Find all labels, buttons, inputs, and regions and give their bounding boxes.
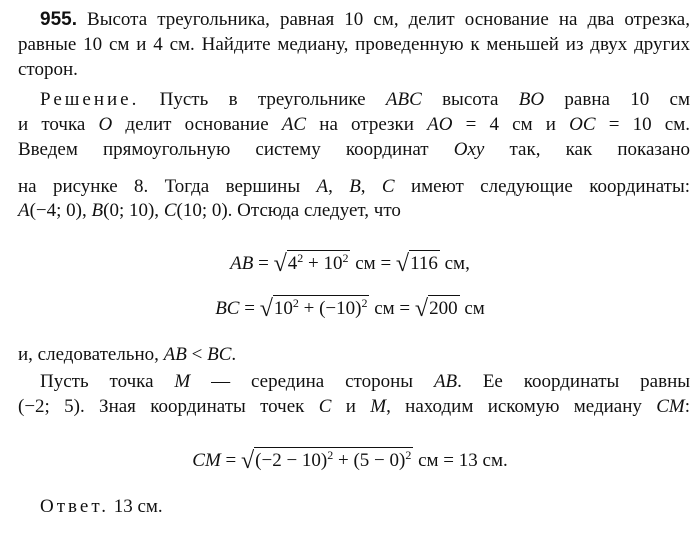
section-label: Ответ.	[40, 496, 109, 517]
problem-line	[18, 59, 690, 81]
math-symbol: A	[316, 176, 329, 197]
section-label: Решение.	[40, 89, 140, 110]
math-symbol: BC	[207, 344, 232, 365]
exponent: 2	[297, 251, 304, 265]
text-segment: . Ее координаты равны	[457, 371, 691, 392]
radical-sign: √	[414, 296, 429, 322]
solution-line	[18, 139, 690, 161]
math-symbol: O	[98, 114, 113, 135]
text-segment: равна 10 см	[544, 89, 690, 110]
text-segment: на отрезки	[306, 114, 428, 135]
math-symbol: A	[18, 200, 30, 221]
unit: см,	[439, 253, 470, 274]
term: + (5 − 0)	[333, 450, 406, 471]
math-symbol: C	[318, 396, 332, 417]
sqrt	[415, 294, 460, 324]
math-symbol: ABC	[385, 89, 422, 110]
unit: см = 13 см.	[413, 450, 508, 471]
term: 4	[287, 253, 298, 274]
math-symbol: B	[349, 176, 361, 197]
text-segment: .	[231, 344, 237, 365]
problem-line	[18, 34, 690, 56]
equals: =	[253, 253, 274, 274]
problem-line	[40, 9, 690, 31]
text-segment: :	[684, 396, 691, 417]
exponent: 2	[327, 448, 334, 462]
radical-sign: √	[240, 448, 255, 474]
problem-number: 955.	[40, 9, 77, 30]
text-segment: Пусть в треугольнике	[139, 89, 386, 110]
math-symbol: C	[381, 176, 395, 197]
text-segment: делит основание	[112, 114, 282, 135]
term: 200	[428, 295, 460, 319]
sqrt	[396, 249, 440, 279]
solution-line	[40, 371, 690, 393]
exponent: 2	[361, 296, 368, 310]
formula-lhs: BC	[215, 298, 240, 319]
formula-ab	[0, 249, 700, 283]
math-symbol: M	[370, 396, 387, 417]
conclusion-line	[18, 344, 690, 366]
math-symbol: OC	[569, 114, 596, 135]
formula-bc	[0, 294, 700, 328]
text-segment: , находим искомую медиану	[386, 396, 657, 417]
text-segment: (10; 0). Отсюда следует, что	[176, 200, 401, 221]
math-symbol: B	[91, 200, 104, 221]
text-segment: Пусть точка	[40, 371, 175, 392]
term: 10	[273, 298, 293, 319]
sqrt	[260, 294, 370, 324]
math-symbol: AC	[281, 114, 307, 135]
term: 116	[409, 250, 440, 274]
math-symbol: BO	[518, 89, 545, 110]
term: (−2 − 10)	[255, 450, 328, 471]
unit: см	[459, 298, 485, 319]
sqrt	[241, 446, 413, 476]
text-segment: 13 см.	[108, 496, 163, 517]
text-segment: высота	[421, 89, 519, 110]
text-segment: (−2; 5). Зная координаты точек	[18, 396, 319, 417]
solution-line	[18, 176, 690, 198]
radical-sign: √	[273, 251, 287, 277]
text-segment: (0; 10),	[103, 200, 164, 221]
solution-line	[18, 396, 690, 418]
math-symbol: M	[174, 371, 191, 392]
text-segment: имеют следующие координаты:	[394, 176, 691, 197]
solution-line	[18, 114, 690, 136]
text-segment: ,	[328, 176, 350, 197]
unit: см =	[350, 253, 396, 274]
text-segment: на рисунке 8. Тогда вершины	[18, 176, 317, 197]
formula-cm	[0, 446, 700, 480]
text-segment: и точка	[18, 114, 99, 135]
solution-line	[18, 200, 690, 222]
math-symbol: AB	[163, 344, 187, 365]
exponent: 2	[342, 251, 349, 265]
math-symbol: Oxy	[453, 139, 485, 160]
formula-lhs: AB	[230, 253, 254, 274]
math-symbol: AO	[427, 114, 453, 135]
equals: =	[220, 450, 241, 471]
answer-line	[40, 496, 690, 518]
text-segment: (−4; 0),	[29, 200, 92, 221]
formula-lhs: CM	[192, 450, 221, 471]
math-symbol: C	[163, 200, 177, 221]
text-segment: Высота треугольника, равная 10 см, делит основание на два отрезка,	[76, 9, 690, 30]
text-segment: сторон.	[18, 59, 78, 80]
exponent: 2	[292, 296, 299, 310]
text-segment: = 4 см и	[452, 114, 570, 135]
sqrt	[274, 249, 351, 279]
solution-line	[40, 89, 690, 111]
term: + 10	[303, 253, 343, 274]
equals: =	[239, 298, 260, 319]
term: + (−10)	[298, 298, 362, 319]
exponent: 2	[405, 448, 412, 462]
text-segment: и	[331, 396, 371, 417]
text-segment: равные 10 см и 4 см. Найдите медиану, проведенную к меньшей из двух других	[18, 34, 690, 55]
radical-sign: √	[259, 296, 273, 322]
text-segment: = 10 см.	[595, 114, 690, 135]
text-segment: Введем прямоугольную систему координат	[18, 139, 454, 160]
math-symbol: AB	[433, 371, 458, 392]
radical-sign: √	[395, 251, 410, 277]
text-segment: и, следовательно,	[18, 344, 164, 365]
text-segment: ,	[360, 176, 382, 197]
unit: см =	[369, 298, 415, 319]
math-symbol: CM	[656, 396, 685, 417]
text-segment: — середина стороны	[190, 371, 434, 392]
text-segment: так, как показано	[484, 139, 690, 160]
text-segment: <	[186, 344, 208, 365]
